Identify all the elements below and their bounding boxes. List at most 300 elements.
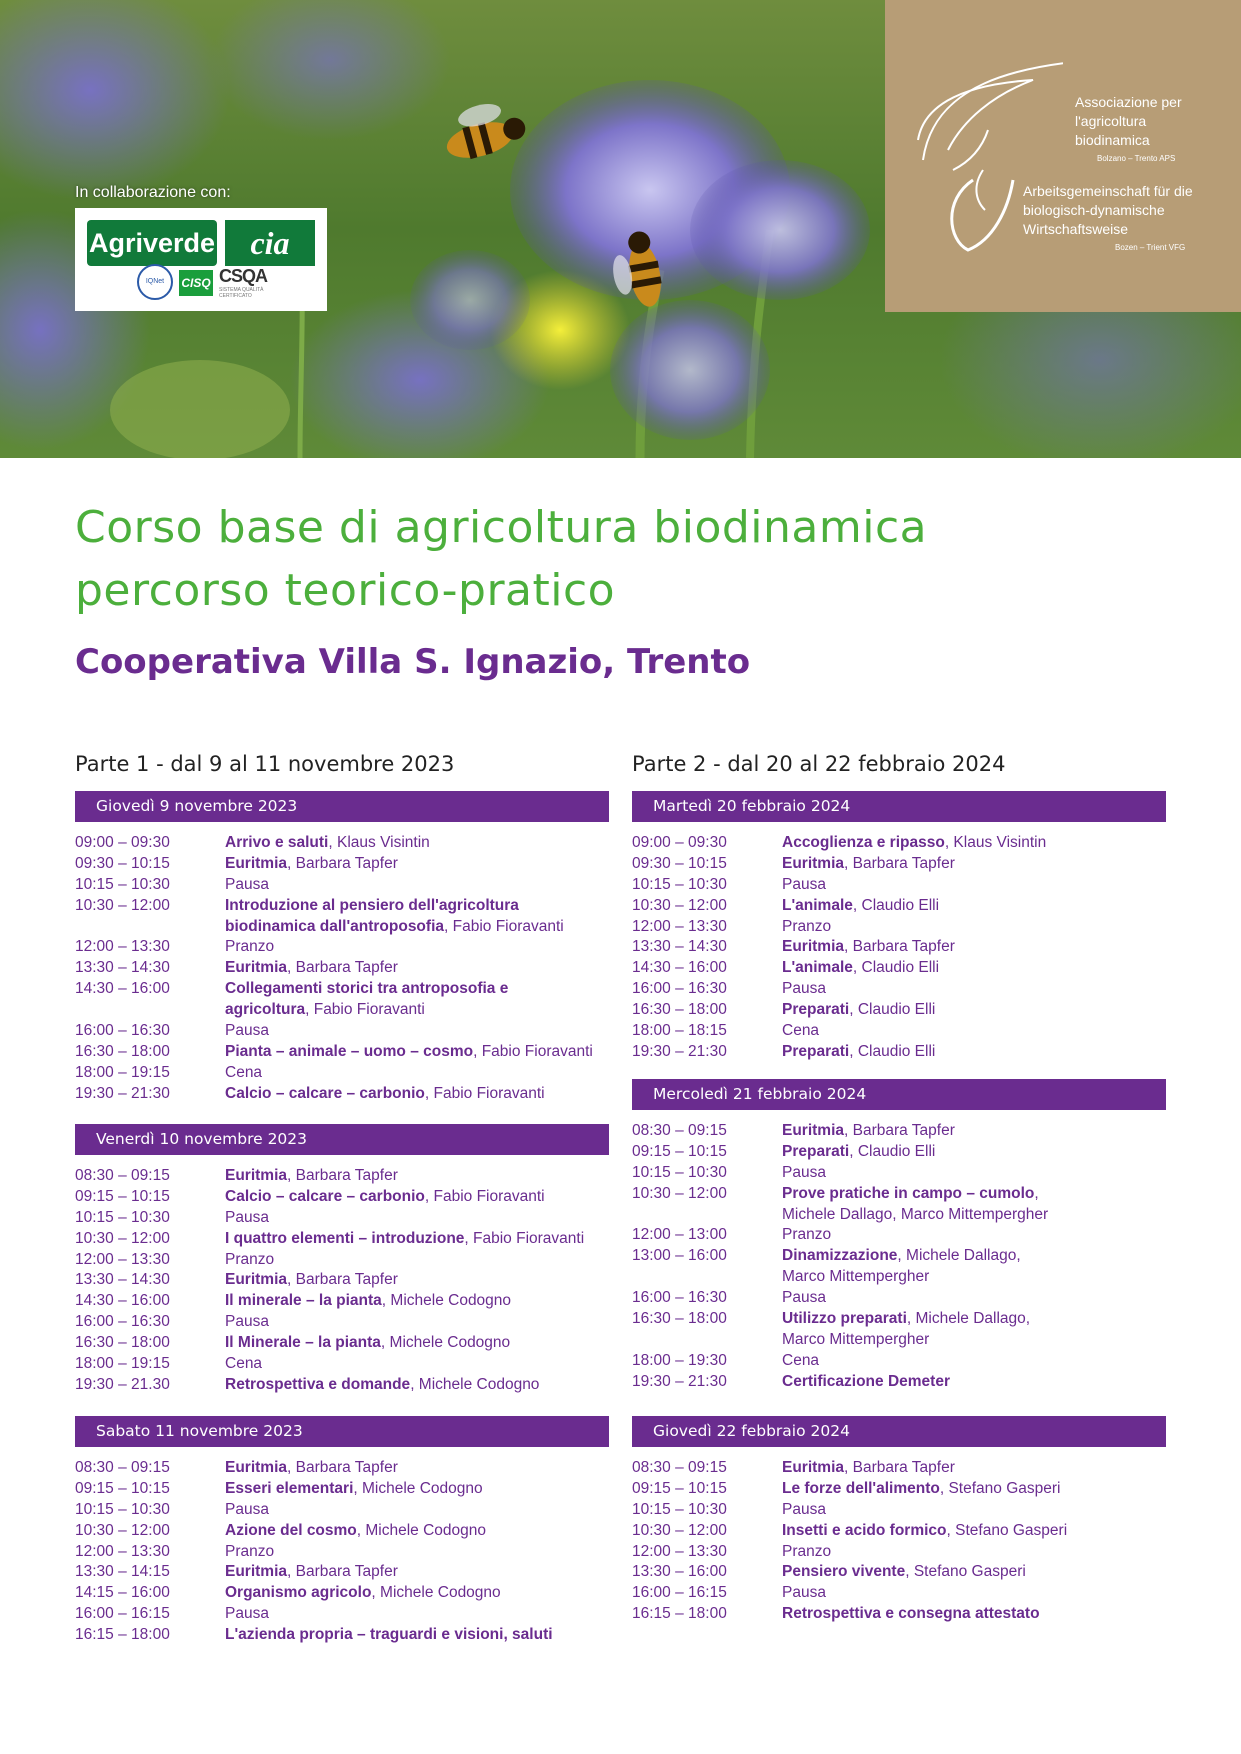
session-time: 10:30 – 12:00: [75, 1521, 170, 1539]
session-time: 16:00 – 16:15: [75, 1605, 170, 1623]
session-activity: [225, 1333, 635, 1354]
session-activity: [225, 1312, 635, 1333]
session-time: 09:30 – 10:15: [75, 854, 170, 872]
session-title: agricoltura: [225, 1001, 306, 1019]
partner-logos: [75, 208, 327, 311]
session-activity: [782, 1267, 1192, 1288]
association-location-it: Bolzano – Trento APS: [1097, 154, 1176, 163]
session-activity: [225, 1021, 635, 1042]
schedule-row: [632, 1309, 1192, 1330]
session-speaker: Pausa: [782, 1289, 826, 1307]
session-time: 19:30 – 21:30: [75, 1084, 170, 1102]
session-activity: [225, 1270, 635, 1291]
session-time: 10:15 – 10:30: [632, 1500, 727, 1518]
schedule-row: [632, 1604, 1192, 1625]
schedule-row: [75, 854, 635, 875]
session-speaker: Cena: [782, 1351, 820, 1369]
session-speaker: , Barbara Tapfer: [844, 1122, 955, 1139]
session-activity: [225, 1208, 635, 1229]
session-title: Pianta – animale – uomo – cosmo: [225, 1042, 474, 1060]
session-activity: [782, 958, 1192, 979]
session-activity: [782, 1351, 1192, 1372]
schedule-row: [632, 917, 1192, 938]
session-activity: [225, 875, 635, 896]
session-activity: [782, 1521, 1192, 1542]
session-title: Insetti e acido formico: [782, 1521, 947, 1539]
session-speaker: , Fabio Fioravanti: [424, 1187, 545, 1205]
schedule-row: [75, 1021, 635, 1042]
session-time: [632, 1330, 782, 1351]
session-activity: [225, 1583, 635, 1604]
schedule-row: [632, 875, 1192, 896]
session-time: 18:00 – 19:30: [632, 1351, 727, 1369]
session-speaker: Cena: [782, 1022, 820, 1040]
schedule-row: [632, 979, 1192, 1000]
schedule-row: [75, 1042, 635, 1063]
course-title: Corso base di agricoltura biodinamica: [75, 502, 928, 553]
session-title: L'azienda propria – traguardi e visioni, saluti: [225, 1626, 553, 1644]
session-speaker: , Michele Dallago,: [897, 1247, 1021, 1265]
session-speaker: Pausa: [225, 875, 269, 893]
session-speaker: Marco Mittempergher: [782, 1330, 930, 1348]
session-time: 16:15 – 18:00: [632, 1605, 727, 1623]
session-activity: [782, 1000, 1192, 1021]
session-speaker: , Barbara Tapfer: [844, 854, 955, 872]
session-speaker: , Claudio Elli: [852, 959, 940, 977]
session-time: 08:30 – 09:15: [632, 1459, 727, 1476]
session-title: Preparati: [782, 1142, 850, 1160]
session-title: Certificazione Demeter: [782, 1372, 950, 1390]
schedule-row: [632, 1042, 1192, 1063]
schedule-row: [75, 1479, 635, 1500]
session-speaker: , Fabio Fioravanti: [305, 1001, 425, 1019]
session-title: Accoglienza e ripasso: [782, 834, 945, 851]
session-activity: [782, 1121, 1192, 1142]
session-time: 10:15 – 10:30: [632, 1163, 727, 1181]
schedule-row: [75, 1291, 635, 1312]
session-speaker: , Claudio Elli: [849, 1142, 936, 1160]
csqa-logo: CSQA SISTEMA QUALITÀ CERTIFICATO: [219, 266, 268, 299]
schedule-row: [75, 1063, 635, 1084]
schedule-row: [75, 1500, 635, 1521]
session-activity: [225, 1250, 635, 1271]
schedule-row: [632, 1000, 1192, 1021]
session-time: 09:00 – 09:30: [75, 834, 170, 851]
session-speaker: , Fabio Fioravanti: [464, 1229, 585, 1247]
session-time: 10:30 – 12:00: [75, 1229, 170, 1247]
session-activity: [782, 1042, 1192, 1063]
session-title: Calcio – calcare – carbonio: [225, 1187, 425, 1205]
session-title: Collegamenti storici tra antroposofia e: [225, 980, 509, 998]
session-activity: [225, 1625, 635, 1646]
session-title: Le forze dell'alimento: [782, 1479, 940, 1497]
schedule-row: [632, 937, 1192, 958]
session-activity: [782, 896, 1192, 917]
day-schedule: [75, 1458, 635, 1646]
session-activity: [782, 1288, 1192, 1309]
venue: Cooperativa Villa S. Ignazio, Trento: [75, 642, 751, 682]
session-time: 10:30 – 12:00: [632, 896, 727, 914]
session-speaker: Michele Dallago, Marco Mittempergher: [782, 1205, 1049, 1223]
session-speaker: , Michele Codogno: [353, 1479, 483, 1497]
session-title: Utilizzo preparati: [782, 1310, 907, 1328]
schedule-row: [632, 854, 1192, 875]
session-time: 09:15 – 10:15: [632, 1142, 727, 1160]
session-activity: [225, 1166, 635, 1187]
session-speaker: , Klaus Visintin: [328, 834, 430, 851]
session-speaker: , Barbara Tapfer: [287, 1271, 398, 1289]
session-activity: [225, 1000, 635, 1021]
session-title: Euritmia: [782, 854, 845, 872]
session-activity: [782, 1246, 1192, 1267]
session-speaker: , Claudio Elli: [849, 1042, 936, 1060]
session-activity: [782, 1309, 1192, 1330]
schedule-row: [75, 833, 635, 854]
session-time: [75, 1000, 225, 1021]
schedule-row: [75, 1084, 635, 1105]
session-time: 16:00 – 16:30: [632, 1289, 727, 1307]
session-activity: [782, 1604, 1192, 1625]
session-activity: [225, 1229, 635, 1250]
session-activity: [782, 1142, 1192, 1163]
schedule-row: [632, 1184, 1192, 1205]
session-title: Il Minerale – la pianta: [225, 1334, 381, 1352]
session-speaker: Pausa: [782, 1584, 826, 1602]
session-activity: [782, 1163, 1192, 1184]
day-header: Giovedì 9 novembre 2023: [75, 791, 609, 822]
schedule-row: [75, 896, 635, 917]
session-title: Esseri elementari: [225, 1479, 354, 1497]
day-header: Venerdì 10 novembre 2023: [75, 1124, 609, 1155]
session-time: 16:30 – 18:00: [75, 1042, 170, 1060]
session-time: 19:30 – 21:30: [632, 1372, 727, 1390]
schedule-row: [75, 1187, 635, 1208]
session-activity: [225, 1063, 635, 1084]
session-speaker: , Michele Codogno: [371, 1584, 501, 1602]
schedule-row: [75, 1208, 635, 1229]
schedule-row: [632, 1458, 1192, 1479]
session-title: Retrospettiva e consegna attestato: [782, 1605, 1040, 1623]
session-speaker: Pausa: [782, 875, 826, 893]
session-time: 19:30 – 21:30: [632, 1042, 727, 1060]
association-name-it: Associazione per l'agricoltura biodinamica: [1075, 94, 1182, 148]
session-time: 16:00 – 16:30: [75, 1313, 170, 1331]
cisq-logo: CISQ: [179, 270, 213, 296]
session-time: 16:15 – 18:00: [75, 1626, 170, 1644]
session-speaker: Pranzo: [225, 1250, 275, 1268]
schedule-row: [632, 1562, 1192, 1583]
session-speaker: , Barbara Tapfer: [287, 1459, 398, 1476]
session-title: Dinamizzazione: [782, 1247, 898, 1265]
session-time: 14:30 – 16:00: [75, 1292, 170, 1310]
session-activity: [225, 1542, 635, 1563]
day-header: Martedì 20 febbraio 2024: [632, 791, 1166, 822]
session-activity: [782, 1372, 1192, 1393]
schedule-row: [75, 1458, 635, 1479]
session-speaker: , Barbara Tapfer: [844, 1459, 955, 1476]
schedule-row: [632, 1521, 1192, 1542]
session-time: 10:15 – 10:30: [75, 875, 170, 893]
collab-label: In collaborazione con:: [75, 184, 231, 201]
session-activity: [225, 1458, 635, 1479]
schedule-row: [75, 1583, 635, 1604]
session-speaker: , Barbara Tapfer: [287, 959, 398, 977]
schedule-row: [632, 896, 1192, 917]
session-speaker: Pranzo: [225, 1542, 275, 1560]
session-time: 09:15 – 10:15: [75, 1479, 170, 1497]
schedule-row: [632, 1583, 1192, 1604]
session-speaker: , Klaus Visintin: [944, 834, 1047, 851]
session-title: Euritmia: [782, 1122, 845, 1139]
session-speaker: ,: [1034, 1184, 1039, 1202]
session-time: 12:00 – 13:00: [632, 1226, 727, 1244]
schedule-row: [75, 1604, 635, 1625]
session-speaker: , Fabio Fioravanti: [424, 1084, 545, 1102]
session-title: Euritmia: [225, 1459, 288, 1476]
association-location-de: Bozen – Trient VFG: [1115, 243, 1186, 252]
session-speaker: , Michele Codogno: [410, 1375, 540, 1393]
session-title: Euritmia: [782, 938, 845, 956]
session-speaker: , Michele Codogno: [380, 1334, 511, 1352]
session-speaker: Pausa: [225, 1500, 269, 1518]
session-time: [75, 917, 225, 938]
session-speaker: , Claudio Elli: [852, 896, 940, 914]
session-time: 09:15 – 10:15: [75, 1187, 170, 1205]
session-speaker: Pausa: [782, 1163, 826, 1181]
session-time: [632, 1205, 782, 1226]
part-1-heading: Parte 1 - dal 9 al 11 novembre 2023: [75, 752, 455, 776]
session-time: 10:30 – 12:00: [632, 1184, 727, 1202]
schedule-row: [632, 1225, 1192, 1246]
session-activity: [782, 833, 1192, 854]
session-title: Euritmia: [225, 959, 288, 977]
day-header: Mercoledì 21 febbraio 2024: [632, 1079, 1166, 1110]
schedule-row: [632, 1267, 1192, 1288]
day-schedule: [75, 1166, 635, 1396]
course-subtitle: percorso teorico-pratico: [75, 565, 616, 616]
session-time: 12:00 – 13:30: [632, 1542, 727, 1560]
session-activity: [225, 958, 635, 979]
session-time: 14:15 – 16:00: [75, 1584, 170, 1602]
session-speaker: , Claudio Elli: [849, 1001, 936, 1019]
schedule-row: [75, 979, 635, 1000]
session-activity: [225, 937, 635, 958]
session-time: 09:30 – 10:15: [632, 854, 727, 872]
day-schedule: [632, 1121, 1192, 1393]
session-activity: [782, 1225, 1192, 1246]
session-activity: [225, 896, 635, 917]
session-activity: [782, 1500, 1192, 1521]
schedule-row: [632, 1021, 1192, 1042]
session-speaker: , Michele Codogno: [381, 1292, 512, 1310]
session-activity: [225, 1562, 635, 1583]
session-time: 13:00 – 16:00: [632, 1247, 727, 1265]
schedule-row: [632, 958, 1192, 979]
session-activity: [225, 1604, 635, 1625]
session-speaker: Pranzo: [782, 1542, 832, 1560]
session-title: L'animale: [782, 896, 853, 914]
session-activity: [782, 1205, 1192, 1226]
session-activity: [225, 1042, 635, 1063]
session-speaker: Pranzo: [782, 917, 832, 935]
session-time: 18:00 – 19:15: [75, 1355, 170, 1373]
session-activity: [782, 1184, 1192, 1205]
session-time: 09:00 – 09:30: [632, 834, 727, 851]
session-speaker: Marco Mittempergher: [782, 1268, 930, 1286]
session-activity: [225, 1354, 635, 1375]
part-2-heading: Parte 2 - dal 20 al 22 febbraio 2024: [632, 752, 1006, 776]
session-title: L'animale: [782, 959, 853, 977]
session-speaker: Pausa: [225, 1605, 269, 1623]
session-activity: [782, 937, 1192, 958]
session-time: 16:00 – 16:15: [632, 1584, 727, 1602]
session-activity: [225, 979, 635, 1000]
schedule-row: [75, 1521, 635, 1542]
session-time: 18:00 – 19:15: [75, 1063, 170, 1081]
schedule-row: [632, 1142, 1192, 1163]
schedule-row: [75, 1000, 635, 1021]
session-title: Preparati: [782, 1001, 850, 1019]
session-title: Pensiero vivente: [782, 1563, 906, 1581]
schedule-row: [75, 1270, 635, 1291]
day-schedule: [632, 1458, 1192, 1625]
session-title: Organismo agricolo: [225, 1584, 372, 1602]
session-time: 10:15 – 10:30: [632, 875, 727, 893]
session-time: 12:00 – 13:30: [75, 1542, 170, 1560]
session-activity: [225, 1479, 635, 1500]
session-time: 10:30 – 12:00: [75, 896, 170, 914]
session-time: 16:00 – 16:30: [632, 980, 727, 998]
session-speaker: Pausa: [782, 1500, 826, 1518]
session-time: 10:15 – 10:30: [75, 1208, 170, 1226]
session-speaker: , Barbara Tapfer: [844, 938, 955, 956]
session-activity: [225, 1375, 635, 1396]
schedule-row: [75, 1562, 635, 1583]
session-activity: [782, 979, 1192, 1000]
session-time: 09:15 – 10:15: [632, 1479, 727, 1497]
session-time: 13:30 – 14:15: [75, 1563, 170, 1581]
session-activity: [782, 917, 1192, 938]
session-title: Euritmia: [782, 1459, 845, 1476]
cia-logo: cia: [225, 220, 315, 266]
session-time: 10:30 – 12:00: [632, 1521, 727, 1539]
session-activity: [782, 1330, 1192, 1351]
session-time: 16:30 – 18:00: [75, 1334, 170, 1352]
session-speaker: Pausa: [225, 1313, 269, 1331]
session-activity: [782, 1562, 1192, 1583]
association-logo-panel: [885, 0, 1241, 312]
session-speaker: Pranzo: [225, 938, 275, 956]
schedule-row: [632, 1542, 1192, 1563]
session-activity: [782, 875, 1192, 896]
session-title: Retrospettiva e domande: [225, 1375, 411, 1393]
session-activity: [782, 854, 1192, 875]
session-time: 13:30 – 14:30: [632, 938, 727, 956]
schedule-row: [75, 1229, 635, 1250]
iqnet-logo: IQNet: [137, 264, 173, 300]
schedule-row: [75, 1333, 635, 1354]
session-title: I quattro elementi – introduzione: [225, 1229, 465, 1247]
session-speaker: Pranzo: [782, 1226, 832, 1244]
session-title: Euritmia: [225, 1167, 288, 1184]
schedule-row: [75, 1625, 635, 1646]
session-time: [632, 1267, 782, 1288]
session-speaker: Pausa: [225, 1208, 269, 1226]
schedule-row: [75, 1166, 635, 1187]
session-speaker: Pausa: [782, 980, 826, 998]
day-schedule: [632, 833, 1192, 1063]
session-time: 16:00 – 16:30: [75, 1022, 170, 1040]
session-title: Introduzione al pensiero dell'agricoltura: [225, 896, 519, 914]
session-speaker: , Barbara Tapfer: [287, 1167, 398, 1184]
schedule-row: [632, 1246, 1192, 1267]
session-speaker: , Barbara Tapfer: [287, 854, 398, 872]
session-speaker: , Michele Codogno: [356, 1521, 487, 1539]
session-activity: [225, 1500, 635, 1521]
session-time: 08:30 – 09:15: [75, 1167, 170, 1184]
session-time: 12:00 – 13:30: [75, 1250, 170, 1268]
session-activity: [225, 1521, 635, 1542]
day-header: Giovedì 22 febbraio 2024: [632, 1416, 1166, 1447]
session-time: 13:30 – 16:00: [632, 1563, 727, 1581]
session-speaker: Cena: [225, 1355, 263, 1373]
session-activity: [782, 1583, 1192, 1604]
session-time: 08:30 – 09:15: [632, 1122, 727, 1139]
schedule-row: [75, 1375, 635, 1396]
session-time: 12:00 – 13:30: [632, 917, 727, 935]
session-title: Arrivo e saluti: [225, 834, 329, 851]
session-speaker: , Stefano Gasperi: [946, 1521, 1068, 1539]
schedule-row: [632, 1288, 1192, 1309]
schedule-row: [75, 1354, 635, 1375]
session-activity: [225, 854, 635, 875]
day-schedule: [75, 833, 635, 1105]
session-time: 19:30 – 21.30: [75, 1375, 170, 1393]
session-time: 13:30 – 14:30: [75, 959, 170, 977]
session-time: 13:30 – 14:30: [75, 1271, 170, 1289]
session-title: Euritmia: [225, 1271, 288, 1289]
session-speaker: , Stefano Gasperi: [905, 1563, 1026, 1581]
session-speaker: , Fabio Fioravanti: [444, 917, 564, 935]
session-activity: [225, 1084, 635, 1105]
session-activity: [782, 1458, 1192, 1479]
session-activity: [225, 833, 635, 854]
session-activity: [225, 1187, 635, 1208]
schedule-row: [632, 1121, 1192, 1142]
session-activity: [225, 917, 635, 938]
session-activity: [782, 1479, 1192, 1500]
schedule-row: [632, 833, 1192, 854]
session-activity: [782, 1542, 1192, 1563]
session-time: 08:30 – 09:15: [75, 1459, 170, 1476]
schedule-row: [632, 1479, 1192, 1500]
schedule-row: [75, 1542, 635, 1563]
session-time: 18:00 – 18:15: [632, 1022, 727, 1040]
session-speaker: , Barbara Tapfer: [287, 1563, 398, 1581]
day-header: Sabato 11 novembre 2023: [75, 1416, 609, 1447]
session-speaker: , Stefano Gasperi: [939, 1479, 1061, 1497]
schedule-row: [75, 958, 635, 979]
schedule-row: [632, 1205, 1192, 1226]
session-title: biodinamica dall'antroposofia: [225, 917, 444, 935]
schedule-row: [75, 875, 635, 896]
schedule-row: [75, 1250, 635, 1271]
session-speaker: Pausa: [225, 1022, 269, 1040]
session-speaker: Cena: [225, 1063, 263, 1081]
schedule-row: [75, 917, 635, 938]
session-title: Prove pratiche in campo – cumolo: [782, 1184, 1035, 1202]
session-title: Il minerale – la pianta: [225, 1292, 382, 1310]
